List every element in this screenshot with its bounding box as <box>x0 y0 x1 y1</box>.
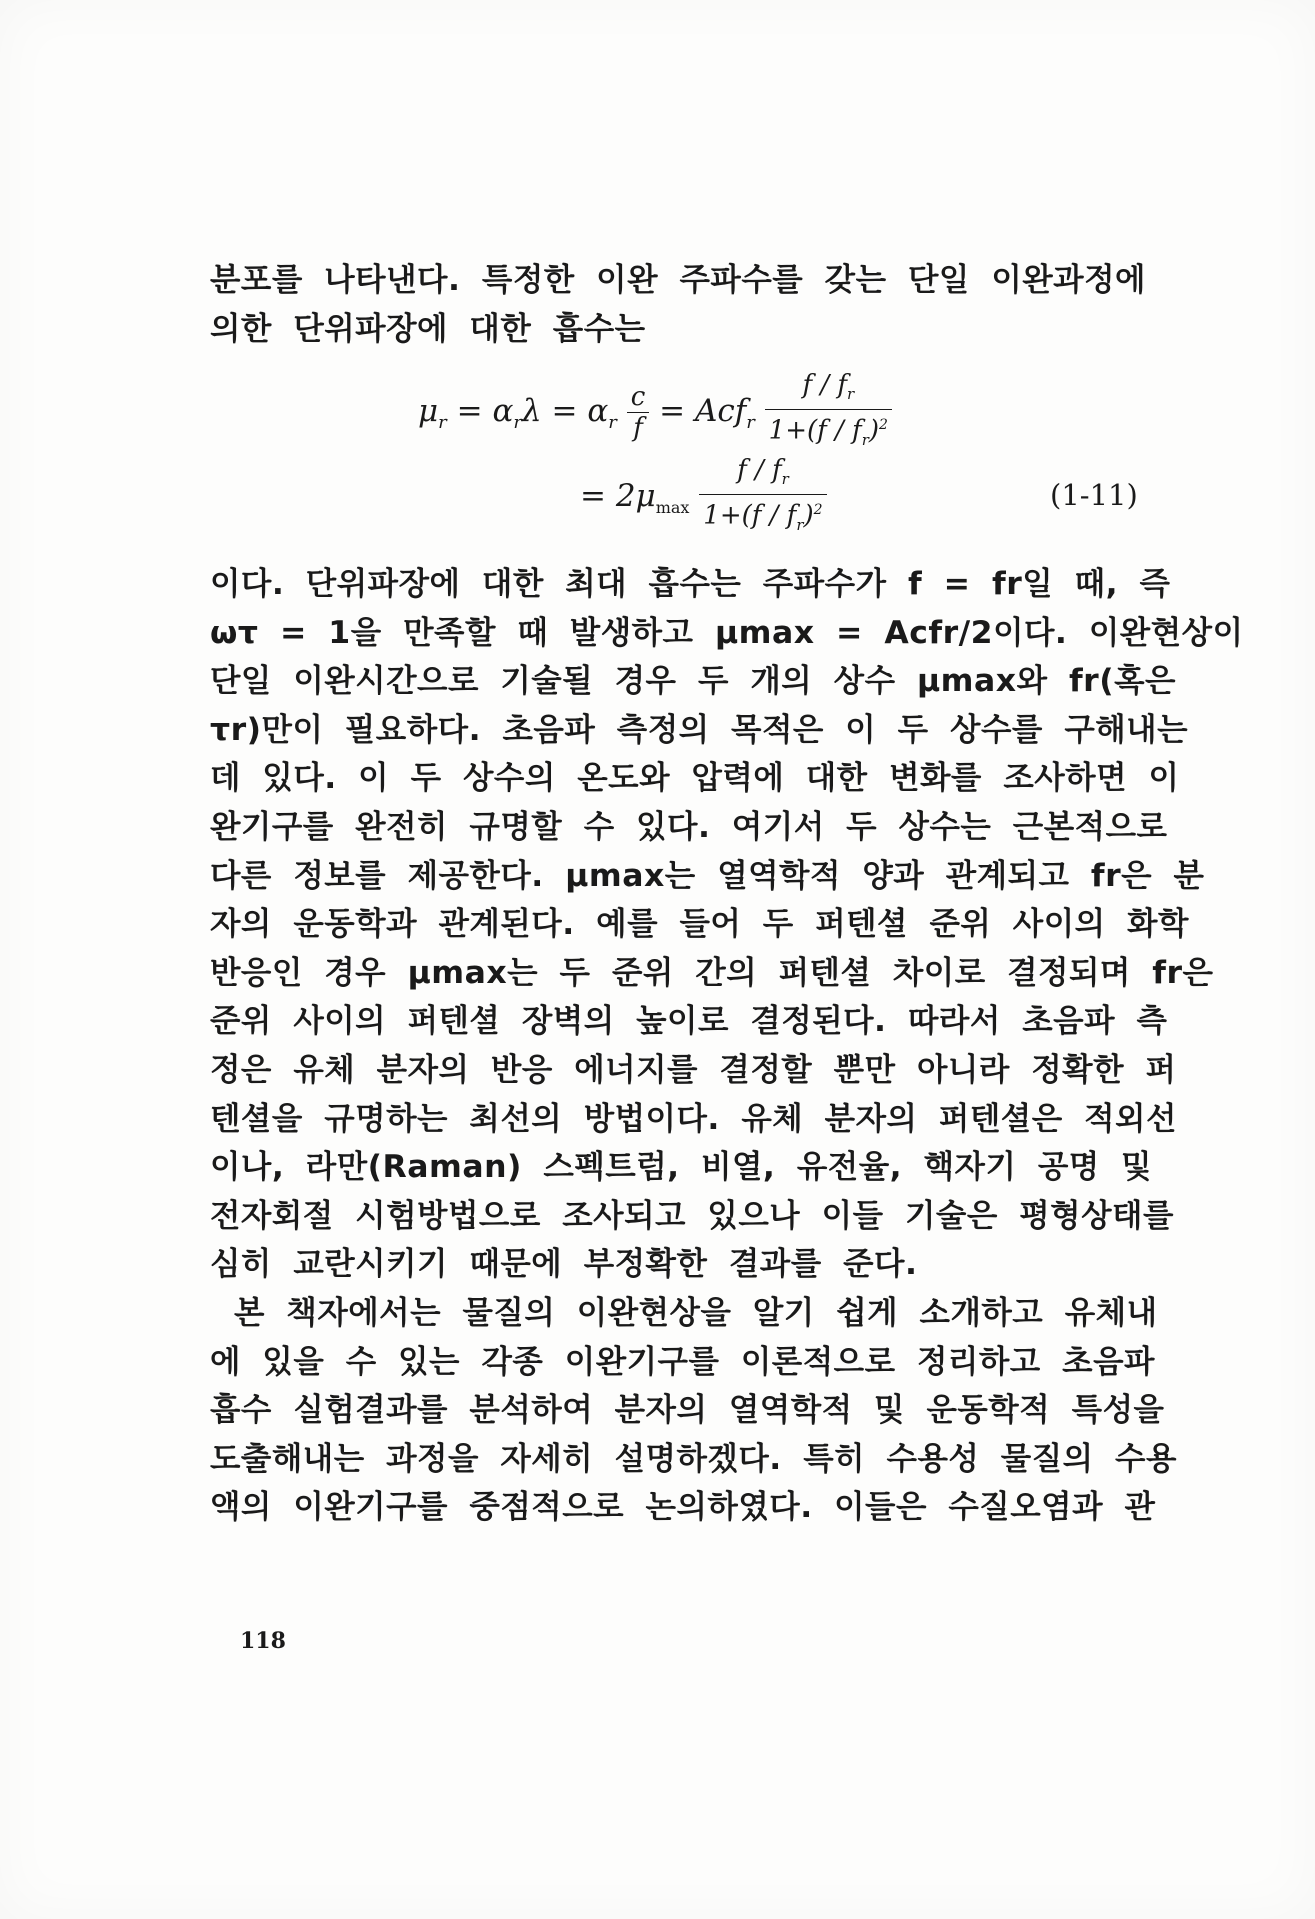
frac-numerator <box>699 455 826 495</box>
eq-part-c: = Acf <box>649 393 747 430</box>
text-line: 분포를 나타낸다. 특정한 이완 주파수를 갖는 단일 이완과정에 <box>210 262 1146 298</box>
fraction-f-over-fr <box>765 370 892 455</box>
frac-num-sub: r <box>846 385 855 404</box>
eq-mu: μ <box>418 393 439 430</box>
frac-num-text: f / f <box>802 370 847 400</box>
fraction-c-over-f <box>627 382 650 443</box>
text-line: 텐셜을 규명하는 최선의 방법이다. 유체 분자의 퍼텐셜은 적외선 <box>210 1100 1177 1137</box>
frac-den-text: 1+(f / f <box>768 415 862 446</box>
frac-denominator: f <box>633 413 643 444</box>
fraction-f-over-fr-2 <box>699 455 826 540</box>
equation-line-1 <box>418 370 892 455</box>
frac-den-sub: r <box>796 516 804 535</box>
text-line: 흡수 실험결과를 분석하여 분자의 열역학적 및 운동학적 특성을 <box>210 1392 1165 1429</box>
frac-denominator: $1+(f / f_r)^2$ <box>768 415 888 450</box>
eq-part-d: = 2μ <box>580 478 656 515</box>
text-line: 반응인 경우 μmax는 두 준위 간의 퍼텐셜 차이로 결정되며 fr은 <box>210 954 1214 991</box>
text-line: 완기구를 완전히 규명할 수 있다. 여기서 두 상수는 근본적으로 <box>210 808 1168 845</box>
text-line: ωτ = 1을 만족할 때 발생하고 μmax = Acfr/2이다. 이완현상이 <box>210 614 1244 651</box>
paragraph-body <box>210 560 1244 1532</box>
text-line: 에 있을 수 있는 각종 이완기구를 이론적으로 정리하고 초음파 <box>210 1343 1155 1380</box>
text-line: 본 책자에서는 물질의 이완현상을 알기 쉽게 소개하고 유체내 <box>234 1294 1158 1331</box>
text-line: 자의 운동학과 관계된다. 예를 들어 두 퍼텐셜 준위 사이의 화학 <box>210 906 1189 943</box>
text-line: τr)만이 필요하다. 초음파 측정의 목적은 이 두 상수를 구해내는 <box>210 711 1189 748</box>
eq-alpha-sub: r <box>513 412 522 434</box>
frac-num-text: f / f <box>737 455 782 485</box>
text-line: 단일 이완시간으로 기술될 경우 두 개의 상수 μmax와 fr(혹은 <box>210 663 1176 700</box>
equation-line-2 <box>580 455 827 540</box>
text-line: 의한 단위파장에 대한 흡수는 <box>210 310 646 347</box>
text-line: 정은 유체 분자의 반응 에너지를 결정할 뿐만 아니라 정확한 퍼 <box>210 1051 1177 1088</box>
frac-num-sub: r <box>781 470 789 489</box>
eq-part-a: = α <box>446 393 514 430</box>
frac-numerator <box>765 370 892 410</box>
text-line: 데 있다. 이 두 상수의 온도와 압력에 대한 변화를 조사하면 이 <box>210 760 1180 797</box>
frac-den-text: 1+(f / f <box>703 500 797 531</box>
equation-number: (1-11) <box>1050 478 1138 512</box>
text-line: 전자회절 시험방법으로 조사되고 있으나 이들 기술은 평형상태를 <box>210 1197 1174 1234</box>
frac-den-sub: r <box>861 431 869 450</box>
eq-max-sub: max <box>655 498 690 518</box>
eq-part-b: λ = α <box>522 393 609 430</box>
text-line: 이나, 라만(Raman) 스펙트럼, 비열, 유전율, 핵자기 공명 및 <box>210 1149 1153 1186</box>
text-line: 다른 정보를 제공한다. μmax는 열역학적 양과 관계되고 fr은 분 <box>210 857 1205 894</box>
text-line: 액의 이완기구를 중점적으로 논의하였다. 이들은 수질오염과 관 <box>210 1489 1156 1526</box>
frac-denominator: $1+(f / f_r)^2$ <box>703 500 823 535</box>
eq-mu-sub: r <box>438 412 447 434</box>
page-number: 118 <box>240 1628 286 1654</box>
eq-alpha-sub-2: r <box>608 412 617 434</box>
paragraph-intro <box>210 256 1145 353</box>
text-line: 심히 교란시키기 때문에 부정확한 결과를 준다. <box>210 1246 918 1283</box>
eq-fr-sub: r <box>746 412 755 434</box>
text-line: 이다. 단위파장에 대한 최대 흡수는 주파수가 f = fr일 때, 즉 <box>210 566 1171 602</box>
text-line: 준위 사이의 퍼텐셜 장벽의 높이로 결정된다. 따라서 초음파 측 <box>210 1003 1168 1040</box>
text-line: 도출해내는 과정을 자세히 설명하겠다. 특히 수용성 물질의 수용 <box>210 1440 1177 1477</box>
frac-numerator: c <box>627 382 650 413</box>
